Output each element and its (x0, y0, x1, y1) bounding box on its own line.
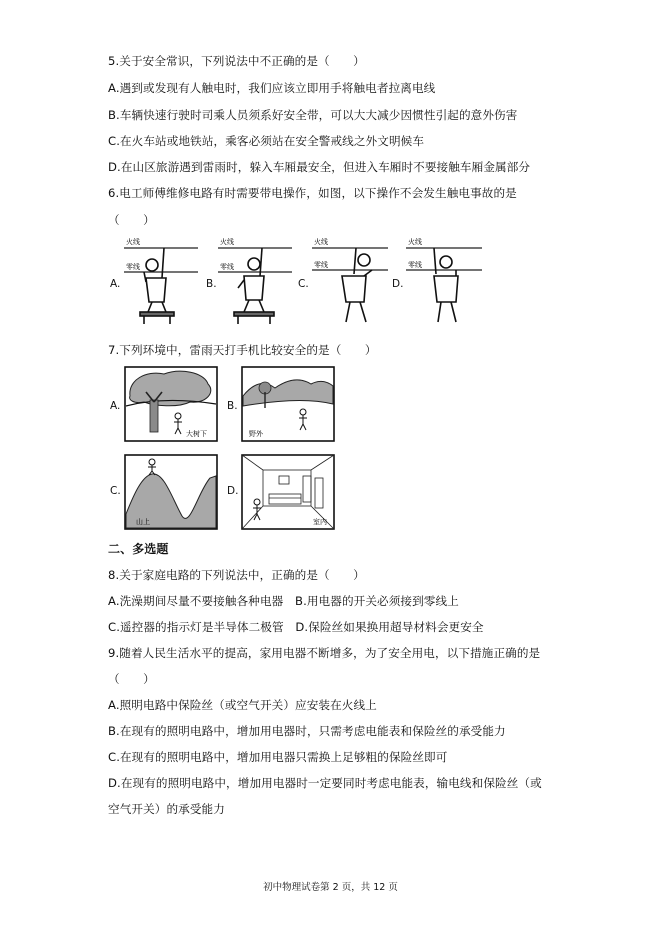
section-title: 二、多选题 (108, 542, 169, 556)
q9-stem-cont: （ ） (108, 672, 155, 686)
live-wire-label: 火线 (314, 238, 328, 246)
q6-figure-c (310, 234, 388, 326)
q8-options-row2: C.遥控器的指示灯是半导体二极管 D.保险丝如果换用超导材料会更安全 (108, 620, 484, 634)
q5-option-b: B.车辆快速行驶时司乘人员须系好安全带，可以大大减少因惯性引起的意外伤害 (108, 108, 518, 122)
live-wire-label: 火线 (408, 238, 422, 246)
q7-caption-c: 山上 (136, 518, 150, 526)
q9-option-a: A.照明电路中保险丝（或空气开关）应安装在火线上 (108, 698, 377, 712)
q5-option-a: A.遇到或发现有人触电时，我们应该立即用手将触电者拉离电线 (108, 81, 436, 95)
q9-stem: 9.随着人民生活水平的提高，家用电器不断增多，为了安全用电，以下措施正确的是 (108, 646, 541, 660)
q6-label-a: A. (110, 278, 121, 290)
q7-label-a: A. (110, 400, 121, 412)
q6-figure-b (216, 234, 292, 326)
q7-figure-a (124, 366, 218, 442)
q9-option-b: B.在现有的照明电路中，增加用电器时，只需考虑电能表和保险丝的承受能力 (108, 724, 506, 738)
q6-figure-d (404, 234, 482, 326)
q6-label-c: C. (298, 278, 309, 290)
q6-label-b: B. (206, 278, 217, 290)
q9-option-c: C.在现有的照明电路中，增加用电器只需换上足够粗的保险丝即可 (108, 750, 448, 764)
live-wire-label: 火线 (220, 238, 234, 246)
q6-stem: 6.电工师傅维修电路有时需要带电操作，如图，以下操作不会发生触电事故的是 (108, 186, 517, 200)
q7-caption-b: 野外 (249, 430, 263, 438)
q9-option-d: D.在现有的照明电路中，增加用电器时一定要同时考虑电能表，输电线和保险丝（或 (108, 776, 542, 790)
q6-figure-a (122, 234, 198, 326)
page-footer: 初中物理试卷第 2 页，共 12 页 (263, 882, 398, 893)
q5-option-d: D.在山区旅游遇到雷雨时，躲入车厢最安全，但进入车厢时不要接触车厢金属部分 (108, 160, 531, 174)
q5-option-c: C.在火车站或地铁站，乘客必须站在安全警戒线之外文明候车 (108, 134, 425, 148)
q7-stem: 7.下列环境中，雷雨天打手机比较安全的是（ ） (108, 343, 377, 357)
q8-options-row1: A.洗澡期间尽量不要接触各种电器 B.用电器的开关必须接到零线上 (108, 594, 459, 608)
neutral-wire-label: 零线 (126, 263, 140, 271)
q7-label-d: D. (227, 485, 239, 497)
live-wire-label: 火线 (126, 238, 140, 246)
q7-label-c: C. (110, 485, 121, 497)
neutral-wire-label: 零线 (220, 263, 234, 271)
q7-caption-a: 大树下 (186, 430, 207, 438)
neutral-wire-label: 零线 (408, 261, 422, 269)
q6-stem-cont: （ ） (108, 213, 155, 227)
q7-figure-b (241, 366, 335, 442)
q7-figure-c (124, 454, 218, 530)
q7-figure-d (241, 454, 335, 530)
q6-label-d: D. (392, 278, 404, 290)
q9-option-d-cont: 空气开关）的承受能力 (108, 802, 225, 816)
q8-stem: 8.关于家庭电路的下列说法中，正确的是（ ） (108, 568, 365, 582)
q7-label-b: B. (227, 400, 238, 412)
q7-caption-d: 室内 (313, 518, 327, 526)
neutral-wire-label: 零线 (314, 261, 328, 269)
q5-stem: 5.关于安全常识，下列说法中不正确的是（ ） (108, 54, 365, 68)
